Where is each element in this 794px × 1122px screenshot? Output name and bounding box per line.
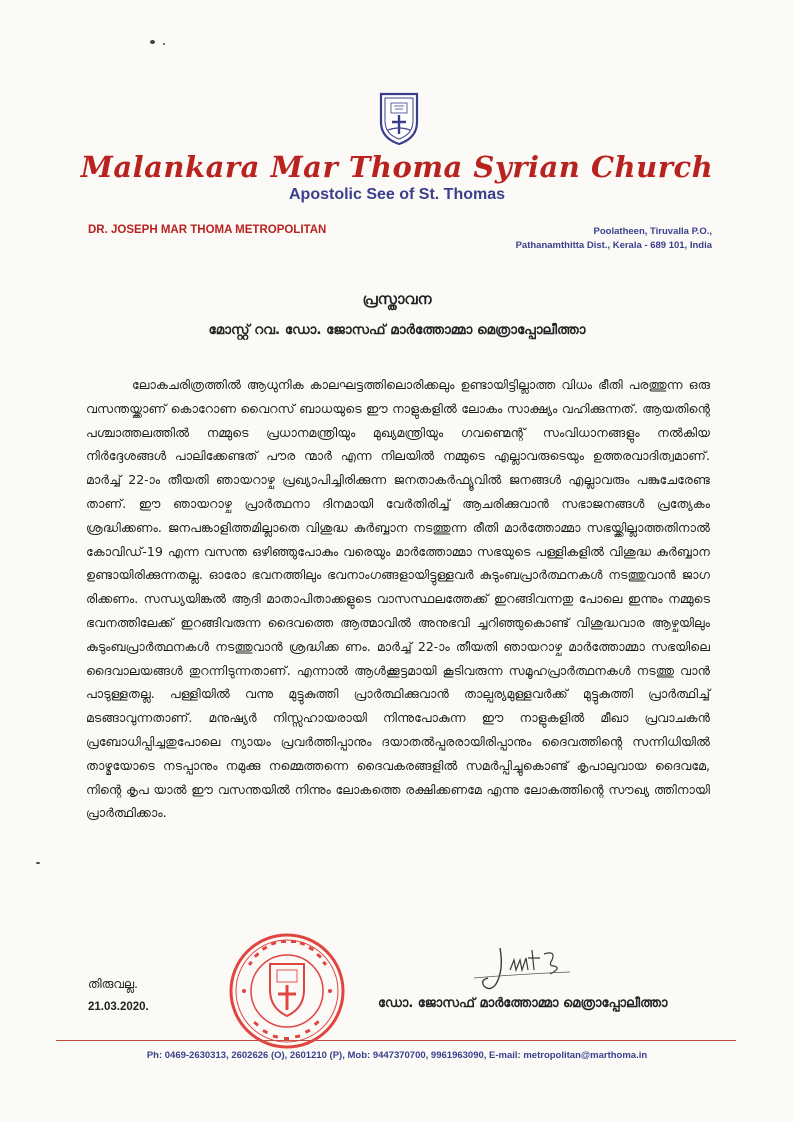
scan-speck bbox=[36, 862, 40, 864]
see-name: Apostolic See of St. Thomas bbox=[288, 186, 506, 203]
address-line: Pathanamthitta Dist., Kerala - 689 101, India bbox=[515, 240, 712, 251]
metropolitan-title: DR. JOSEPH MAR THOMA METROPOLITAN bbox=[88, 224, 327, 236]
statement-body bbox=[86, 373, 710, 825]
place-of-issue: തിരുവല്ല. bbox=[88, 977, 138, 991]
footer-divider bbox=[56, 1040, 736, 1041]
scan-speck bbox=[163, 43, 165, 45]
issue-date: 21.03.2020. bbox=[88, 1001, 149, 1013]
metropolitan-seal-icon bbox=[228, 932, 346, 1050]
signatory-name: ഡോ. ജോസഫ് മാർത്തോമ്മാ മെത്രാപ്പോലീത്താ bbox=[378, 996, 668, 1011]
scan-speck bbox=[150, 40, 155, 44]
document-title: പ്രസ്താവന bbox=[362, 290, 432, 308]
document-subtitle: മോസ്റ്റ് റവ. ഡോ. ജോസഫ് മാർത്തോമ്മാ മെത്രാപ്പോലീത്താ bbox=[208, 322, 586, 338]
church-name: Malankara Mar Thoma Syrian Church bbox=[80, 150, 714, 184]
address-block bbox=[516, 225, 712, 253]
statement-paragraph: ലോകചരിത്രത്തിൽ ആധുനിക കാലഘട്ടത്തിലൊരിക്കലും ഉണ്ടായിട്ടില്ലാത്ത വിധം ഭീതി പരത്തുന്ന ഒരു വസന്തയ്ക്കാണ് കൊറോണ വൈറസ് ബാധയുടെ ഈ നാളുകളിൽ ലോകം സാക്ഷ്യം വഹിക്കുന്നത്. ആയതിന്റെ പശ്ചാത്തലത്തിൽ നമ്മുടെ പ്രധാനമന്ത്രിയും മുഖ്യമന്ത്രിയും ഗവണ്മെന്റ് സംവിധാനങ്ങളും നൽകിയ നിർദ്ദേശങ്ങൾ പാലിക്കേണ്ടത് പൗര ന്മാർ എന്ന നിലയിൽ നമ്മുടെ എല്ലാവരുടെയും ഉത്തരവാദിത്വമാണ്. മാർച്ച് 22-ാം തീയതി ഞായറാഴ്ച പ്രഖ്യാപിച്ചിരിക്കുന്ന ജനതാകർഫ്യൂവിൽ ജനങ്ങൾ എല്ലാവരും പങ്കുചേരേണ്ട താണ്. ഈ ഞായറാഴ്ച പ്രാർത്ഥനാ ദിനമായി വേർതിരിച്ച് ആചരിക്കുവാൻ സഭാജനങ്ങൾ പ്രത്യേകം ശ്രദ്ധിക്കണം. ജനപങ്കാളിത്തമില്ലാതെ വിശുദ്ധ കുർബ്ബാന നടത്തുന്ന രീതി മാർത്തോമ്മാ സഭയ്ക്കില്ലാത്തതിനാൽ കോവിഡ്-19 എന്ന വസന്ത ഒഴിഞ്ഞുപോകും വരെയും മാർത്തോമ്മാ സഭയുടെ പള്ളികളിൽ വിശുദ്ധ കുർബ്ബാന ഉണ്ടായിരിക്കുന്നതല്ല. ഓരോ ഭവനത്തിലും ഭവനാംഗങ്ങളായിട്ടുള്ളവർ കുടുംബപ്രാർത്ഥനകൾ നടത്തുവാൻ ജാഗ രിക്കണം. സന്ധ്യയിങ്കൽ ആദി മാതാപിതാക്കളുടെ വാസസ്ഥലത്തേക്ക് ഇറങ്ങിവന്നതു പോലെ ഇന്നും നമ്മുടെ ഭവനത്തിലേക്ക് ഇറങ്ങിവരുന്ന ദൈവത്തെ ആത്മാവിൽ അനുഭവി ച്ചറിഞ്ഞുകൊണ്ട് വിശുദ്ധവാര ആഴ്ചയിലും കുടുംബപ്രാർത്ഥനകൾ നടത്തുവാൻ ശ്രദ്ധിക്ക ണം. മാർച്ച് 22-ാം തീയതി ഞായറാഴ്ച മാർത്തോമ്മാ സഭയിലെ ദൈവാലയങ്ങൾ തുറന്നിടുന്നതാണ്. എന്നാൽ ആൾക്കൂട്ടമായി കൂടിവരുന്ന സമൂഹപ്രാർത്ഥനകൾ നടത്തു വാൻ പാടുള്ളതല്ല. പള്ളിയിൽ വന്നു മുട്ടുകുത്തി പ്രാർത്ഥിക്കുവാൻ താല്പര്യമുള്ളവർക്ക് മുട്ടുകുത്തി പ്രാർത്ഥിച്ച് മടങ്ങാവുന്നതാണ്. മനുഷ്യർ നിസ്സഹായരായി നിന്നുപോകുന്ന ഈ നാളുകളിൽ മീഖാ പ്രവാചകൻ പ്രബോധിപ്പിച്ചതുപോലെ ന്യായം പ്രവർത്തിപ്പാനും ദയാതൽപ്പരരായിരിപ്പാനും ദൈവത്തിന്റെ സന്നിധിയിൽ താഴ്മയോടെ നടപ്പാനും നമുക്കു നമ്മെത്തന്നെ ദൈവകരങ്ങളിൽ സമർപ്പിച്ചുകൊണ്ട് കൃപാലുവായ ദൈവമേ, നിന്റെ കൃപ യാൽ ഈ വസന്തയിൽ നിന്നും ലോകത്തെ രക്ഷിക്കണമേ എന്നു ലോകത്തിന്റെ സൗഖ്യ ത്തിനായി പ്രാർത്ഥിക്കാം. bbox=[86, 377, 710, 821]
address-line: Poolatheen, Tiruvalla P.O., bbox=[593, 226, 712, 237]
footer-contact: Ph: 0469-2630313, 2602626 (O), 2601210 (P), Mob: 9447370700, 9961963090, E-mail: metropolitan@marthoma.in bbox=[146, 1050, 648, 1061]
church-emblem-icon bbox=[377, 92, 421, 146]
handwritten-signature bbox=[470, 940, 580, 996]
